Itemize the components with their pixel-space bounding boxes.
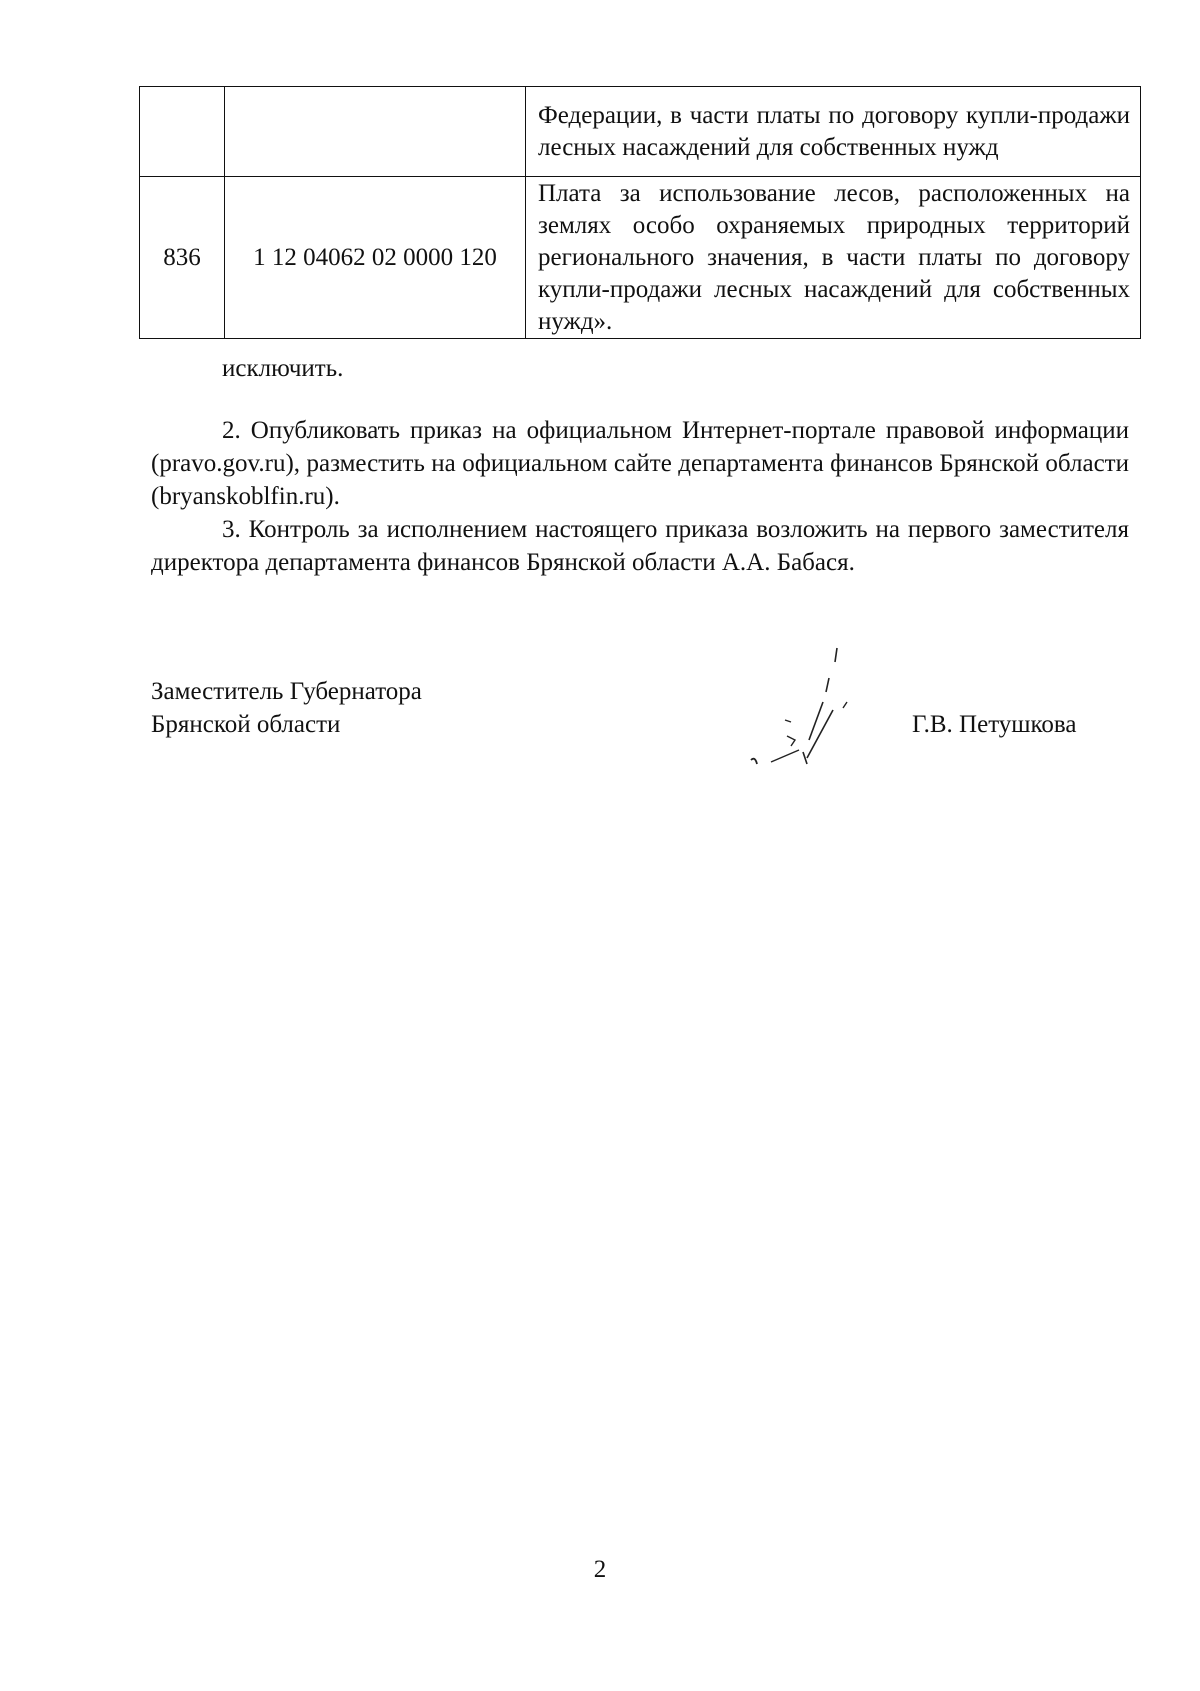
signatory-name: Г.В. Петушкова [912, 711, 1077, 738]
code-cell [225, 87, 526, 177]
name-cell [526, 177, 1141, 339]
name-cell [526, 87, 1141, 177]
budget-codes-table [139, 86, 1141, 339]
code-cell: 1 12 04062 02 0000 120 [225, 177, 526, 339]
table-row [140, 177, 1141, 339]
signatory-position [151, 675, 422, 741]
position-line-2: Брянской области [151, 711, 341, 738]
position-line-1: Заместитель Губернатора [151, 678, 422, 705]
row-number-cell: 836 [140, 177, 225, 339]
exclude-text: исключить. [222, 355, 344, 382]
table-row [140, 87, 1141, 177]
row-number-cell [140, 87, 225, 177]
page-number: 2 [593, 1556, 607, 1583]
handwritten-signature [725, 640, 865, 780]
paragraph-item-2: 2. Опубликовать приказ на официальном Интернет-портале правовой информации (pravo.gov.ru), разместить на официальном сайте департамента финансов Брянской области (bryanskoblfin.ru). [151, 417, 1129, 510]
name-text: Плата за использование лесов, расположенных на землях особо охраняемых природных территорий регионального значения, в части платы по договору купли-продажи лесных насаждений для собственных нужд». [538, 180, 1130, 335]
name-text: Федерации, в части платы по договору купли-продажи лесных насаждений для собственных нужд [538, 102, 1130, 161]
paragraph-item-3: 3. Контроль за исполнением настоящего приказа возложить на первого заместителя директора департамента финансов Брянской области А.А. Бабася. [151, 516, 1129, 576]
